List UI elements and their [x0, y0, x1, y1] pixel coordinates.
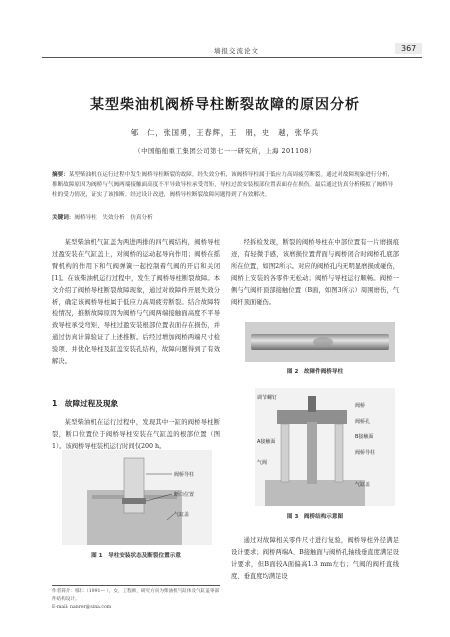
keywords-label: 关键词： — [52, 215, 75, 221]
fig3-label-head: 气缸盖 — [355, 482, 371, 488]
section-heading-1: 1 故障过程及现象 — [52, 399, 119, 408]
figure-3-caption: 图 3 阀桥结构示意图 — [286, 514, 344, 520]
right-column-text — [231, 237, 399, 308]
header-rule — [42, 57, 422, 58]
fig3-label-a-face: A接触面 — [257, 439, 276, 445]
fig3-label-bridge: 阀桥 — [355, 403, 366, 409]
figure-1 — [62, 450, 212, 545]
right-column-text-2 — [231, 535, 399, 583]
author-email: E-mail: nanrer@sina.com — [52, 605, 112, 610]
section1-paragraph: 某型柴油机在运行过程中，发现其中一缸的阀桥导柱断裂，断口位置位于阀桥导柱安装在气缸盖的根部位置（图1）。该阀桥导柱装机运行时间仅200 h。 — [52, 419, 220, 450]
affiliation: （中国船舶重工集团公司第七一一研究所，上海 201108） — [134, 147, 316, 155]
fig3-adjust-screw — [308, 396, 316, 412]
fig1-fracture-zone — [122, 498, 146, 504]
fig1-label-head: 气缸盖 — [174, 512, 190, 518]
fig3-label-valve: 气阀 — [257, 460, 268, 466]
footnote-rule — [52, 585, 220, 586]
left-column-intro — [52, 237, 220, 368]
fig3-label-bridge-hole: 阀桥孔 — [355, 419, 371, 425]
keywords — [52, 213, 398, 221]
figure-2 — [245, 322, 395, 362]
figure-2-caption: 图 2 故障件阀桥导柱 — [286, 369, 344, 375]
footnote — [52, 588, 220, 612]
running-header: 墙报交流论文 — [214, 47, 259, 55]
left-column-section1 — [52, 417, 220, 453]
fig2-wear-mark — [313, 337, 333, 347]
fig3-valve-right — [335, 424, 343, 482]
keywords-text: 阀桥导柱 失效分析 仿真分析 — [74, 215, 153, 221]
fig3-valve-bridge — [277, 410, 347, 424]
fig3-label-guide-pin: 阀桥导柱 — [355, 450, 376, 456]
fig1-label-guide: 阀桥导柱 — [174, 472, 195, 478]
fig1-label-fracture: 断口位置 — [174, 492, 195, 498]
fig3-guide-pin — [307, 422, 317, 484]
page-number: 367 — [395, 43, 422, 54]
inspection-paragraph: 经拆检发现，断裂的阀桥导柱在中部位置有一片磨损痕迹，有轻微手感，该磨损位置背面与阀桥闭合时阀桥孔底部所在位置，如图2所示。对应的阀桥孔内无明显磨损或碰伤，阀桥上安装的各零件无松动；阀桥与导柱运行顺畅。阀桥一侧与气阀杆顶部接触位置（B面，如图3所示）周围磨伤，气阀杆顶面碰伤。 — [231, 239, 399, 306]
abstract-text: 某型柴油机在运行过程中发生阀桥导柱断裂的故障。经失效分析，该阀桥导柱属于低应力高周疲劳断裂。通过对故障现象进行分析，推断故障原因为阀桥与气阀两端接触面高度不平导致导柱承受弯矩，导柱过盈安装根部位置表面存在损伤。最后通过仿真分析模拟了阀桥导柱的受力情况，证实了该推断。经过设计改进，阀桥导柱断裂故障问题得到了有效解决。 — [52, 172, 394, 198]
figure-1-drawing — [62, 450, 212, 545]
intro-paragraph: 某型柴油机气缸盖为两进两排的四气阀结构，阀桥导柱过盈安装在气缸盖上，对阀桥的运动起导向作用；阀桥在摇臂机构的作用下和气阀弹簧一起控制着气阀的开启和关闭[1]。在该柴油机运行过程中，发生了阀桥导柱断裂故障。本文介绍了阀桥导柱断裂故障现象，通过对故障件开展失效分析，确定该阀桥导柱属于低应力高周疲劳断裂。结合故障特检情况，推断故障原因为阀桥与气阀两端接触面高度不平导致导柱承受弯矩、导柱过盈安装根部位置表面存在损伤，并通过仿真计算验证了上述推断。后经过增加阀桥两端尺寸检验项、并优化导柱及缸盖安装孔结构，故障问题得到了有效解决。 — [52, 239, 220, 366]
fig1-guide-pin — [124, 458, 144, 513]
figure-3 — [255, 388, 395, 506]
authors: 郇 仁，张国勇，王春辉，王 朋，史 越，张华兵 — [130, 128, 320, 137]
author-bio: 作者简介：郇仁（1991— ），女，工程师，研究方向为柴油机气缸体及气缸盖零部件结构设计。 — [52, 589, 220, 602]
measurement-paragraph: 通过对故障相关零件尺寸进行复验，阀桥导柱外径满足设计要求；阀桥两端A、B接触面与阀桥孔轴线垂直度满足设计要求，但B面较A面偏高1.3 mm左右；气阀的阀杆直线度、垂直度均满足设 — [231, 537, 399, 580]
fig3-label-screw: 调节螺钉 — [257, 395, 278, 401]
abstract — [52, 170, 398, 200]
abstract-label: 摘要： — [52, 172, 69, 178]
paper-title: 某型柴油机阀桥导柱断裂故障的原因分析 — [90, 97, 360, 113]
fig3-valve-left — [281, 424, 289, 482]
figure-3-drawing — [255, 388, 395, 506]
figure-2-photo — [245, 322, 395, 362]
figure-1-caption: 图 1 导柱安装状态及断裂位置示意 — [91, 553, 181, 559]
fig3-label-b-face: B接触面 — [355, 434, 374, 440]
